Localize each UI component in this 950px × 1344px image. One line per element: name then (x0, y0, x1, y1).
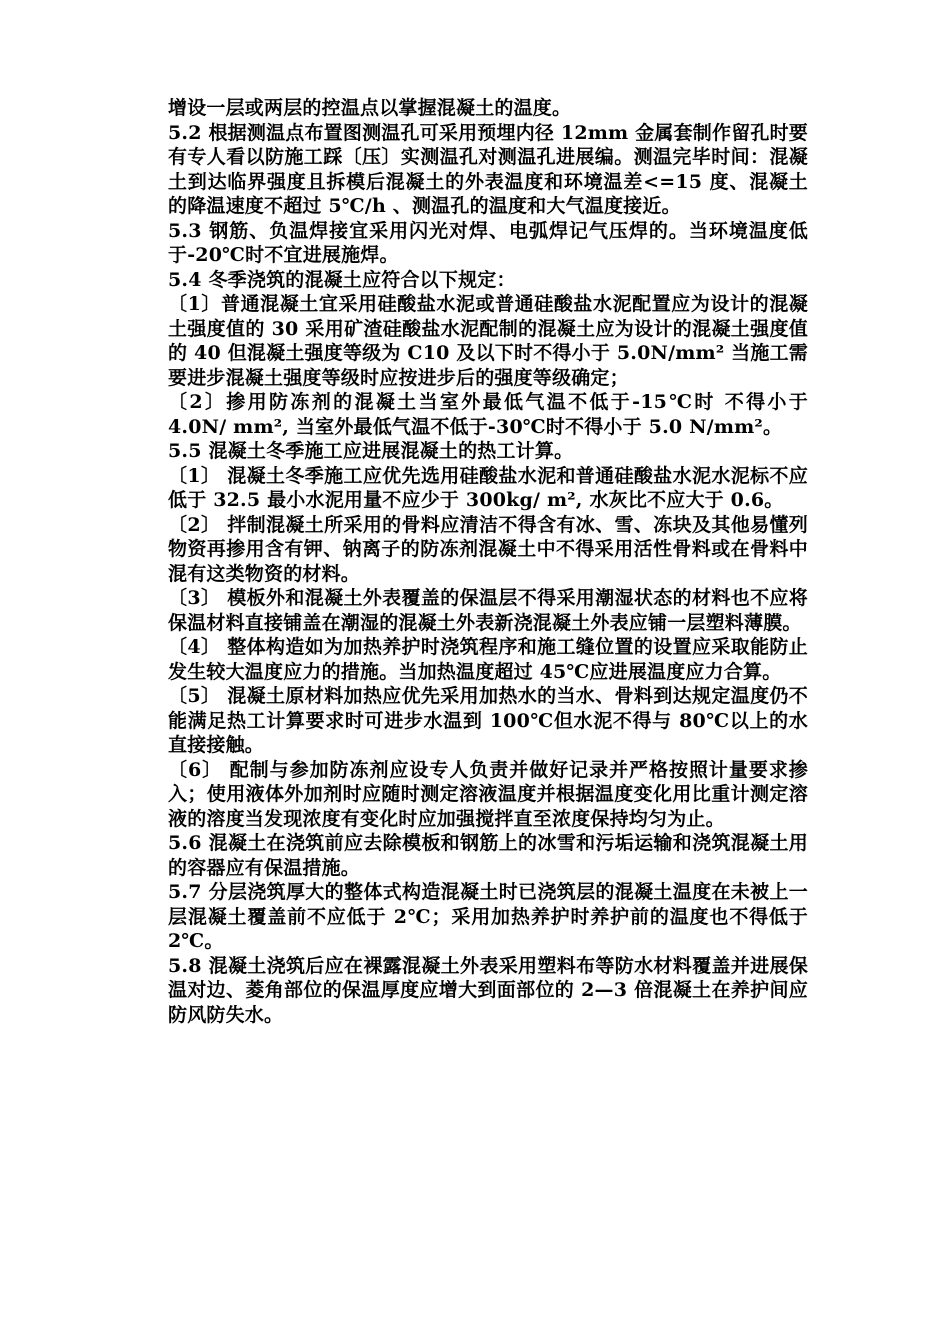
paragraph-5-2: 5.2 根据测温点布置图测温孔可采用预埋内径 12mm 金属套制作留孔时要有专人看以防施工踩〔压〕实测温孔对测温孔进展编。测温完毕时间：混凝土到达临界强度且拆模后混凝土的外表温度和环境温差<=15 度、混凝土的降温速度不超过 5℃/h 、测温孔的温度和大气温度接近。 (168, 121, 808, 217)
paragraph-5-5-item-3: 〔3〕 模板外和混凝土外表覆盖的保温层不得采用潮湿状态的材料也不应将保温材料直接铺盖在潮湿的混凝土外表新浇混凝土外表应铺一层塑料薄膜。 (168, 587, 808, 634)
document-body (168, 96, 808, 1027)
paragraph-5-4: 5.4 冬季浇筑的混凝土应符合以下规定： (168, 268, 516, 291)
paragraph-5-8: 5.8 混凝土浇筑后应在裸露混凝土外表采用塑料布等防水材料覆盖并进展保温对边、菱角部位的保温厚度应增大到面部位的 2—3 倍混凝土在养护间应防风防失水。 (168, 954, 808, 1026)
paragraph-5-5: 5.5 混凝土冬季施工应进展混凝土的热工计算。 (168, 440, 574, 462)
paragraph-5-5-item-5: 〔5〕 混凝土原材料加热应优先采用加热水的当水、骨料到达规定温度仍不能满足热工计算要求时可进步水温到 100℃但水泥不得与 80℃以上的水直接接触。 (168, 685, 808, 756)
paragraph-5-5-item-4: 〔4〕 整体构造如为加热养护时浇筑程序和施工缝位置的设置应采取能防止发生较大温度应力的措施。当加热温度超过 45℃应进展温度应力合算。 (168, 636, 808, 683)
paragraph-5-7: 5.7 分层浇筑厚大的整体式构造混凝土时已浇筑层的混凝土温度在未被上一层混凝土覆盖前不应低于 2℃；采用加热养护时养护前的温度也不得低于 2℃。 (168, 881, 808, 952)
paragraph-5-5-item-2: 〔2〕 拌制混凝土所采用的骨料应清洁不得含有冰、雪、冻块及其他易懂列物资再掺用含有钾、钠离子的防冻剂混凝土中不得采用活性骨料或在骨料中混有这类物资的材料。 (168, 513, 808, 585)
paragraph-5-6: 5.6 混凝土在浇筑前应去除模板和钢筋上的冰雪和污垢运输和浇筑混凝土用的容器应有保温措施。 (168, 832, 808, 879)
paragraph-5-5-item-6: 〔6〕 配制与参加防冻剂应设专人负责并做好记录并严格按照计量要求掺入；使用液体外加剂时应随时测定溶液温度并根据温度变化用比重计测定溶液的溶度当发现浓度有变化时应加强搅拌直至浓度保持均匀为止。 (168, 758, 808, 830)
paragraph-5-4-item-1: 〔1〕普通混凝土宜采用硅酸盐水泥或普通硅酸盐水泥配置应为设计的混凝土强度值的 30 采用矿渣硅酸盐水泥配制的混凝土应为设计的混凝土强度值的 40 但混凝土强度等级为 C10 及以下时不得小于 5.0N/mm² 当施工需要进步混凝土强度等级时应按进步后的强度等级确定； (168, 293, 808, 389)
paragraph-intro: 增设一层或两层的控温点以掌握混凝土的温度。 (168, 97, 572, 119)
paragraph-5-5-item-1: 〔1〕 混凝土冬季施工应优先选用硅酸盐水泥和普通硅酸盐水泥水泥标不应低于 32.5 最小水泥用量不应少于 300kg/ m², 水灰比不应大于 0.6。 (168, 464, 808, 511)
paragraph-5-4-item-2: 〔2〕掺用防冻剂的混凝土当室外最低气温不低于-15℃时 不得小于 4.0N/ mm², 当室外最低气温不低于-30℃时不得小于 5.0 N/mm²。 (168, 391, 808, 438)
paragraph-5-3: 5.3 钢筋、负温焊接宜采用闪光对焊、电弧焊记气压焊的。当环境温度低于-20℃时不宜进展施焊。 (168, 219, 808, 266)
